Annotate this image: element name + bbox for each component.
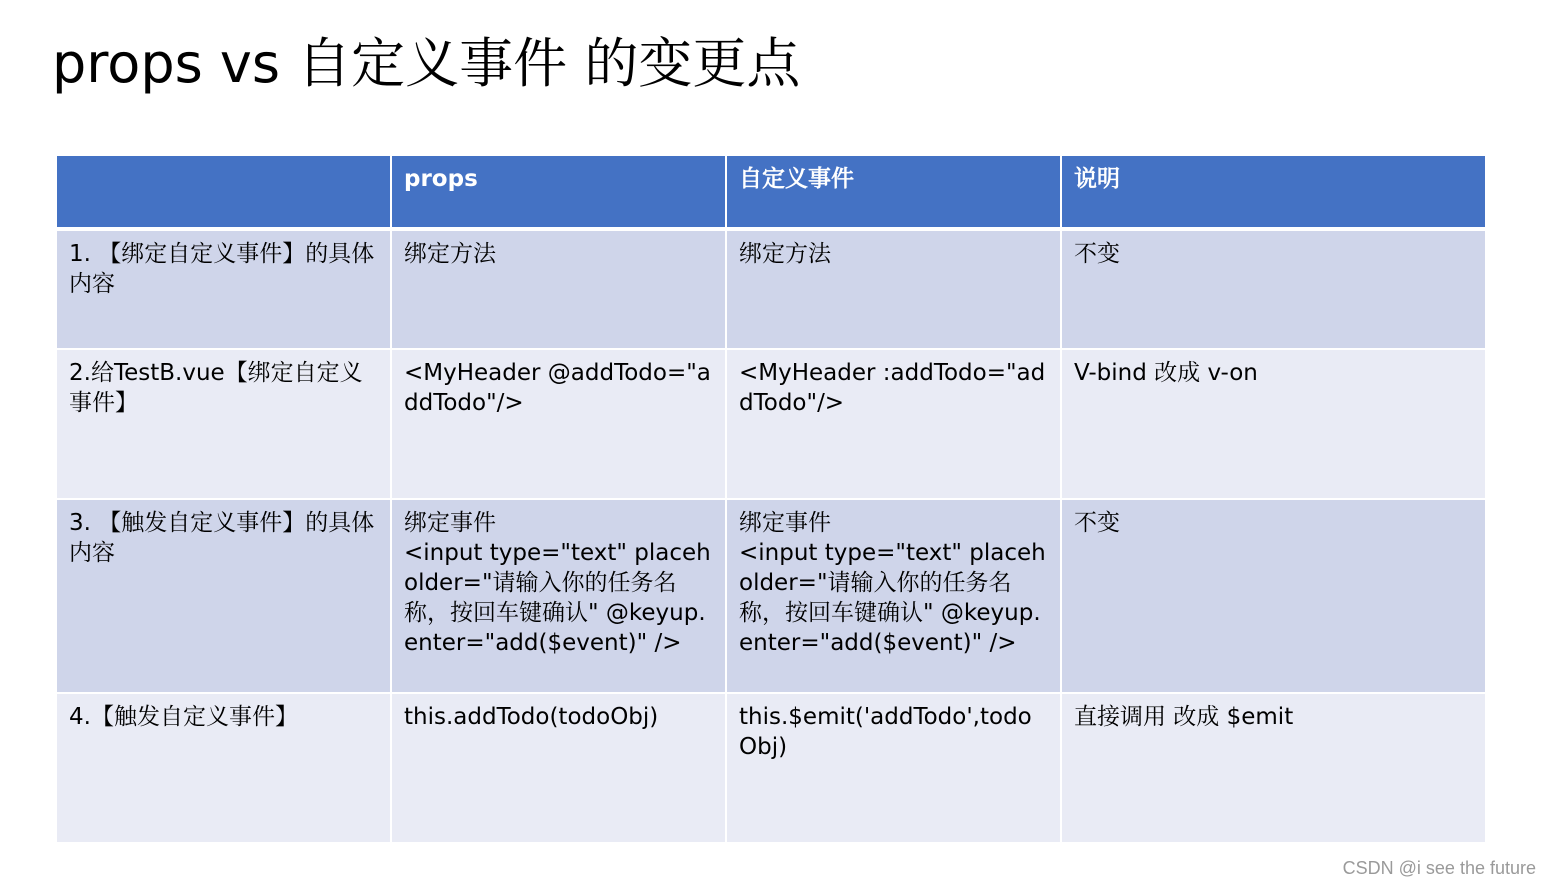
header-cell-props: props <box>391 155 726 229</box>
row-item-text: 1. 【绑定自定义事件】的具体内容 <box>69 241 375 297</box>
row-props-text: <MyHeader @addTodo="addTodo"/> <box>404 360 711 416</box>
table-row <box>56 499 1486 693</box>
row-custom-event-cell <box>726 693 1061 843</box>
row-props-text: this.addTodo(todoObj) <box>404 704 659 730</box>
row-props-code: <input type="text" placeholder="请输入你的任务名称，按回车键确认" @keyup.enter="add($event)" /> <box>404 540 711 656</box>
row-note-text: V-bind 改成 v-on <box>1074 360 1258 386</box>
row-item-cell <box>56 229 391 349</box>
table-header-row <box>56 155 1486 229</box>
row-item-cell <box>56 693 391 843</box>
row-custom-event-text: <MyHeader :addTodo="addTodo"/> <box>739 360 1046 416</box>
row-props-cell <box>391 229 726 349</box>
row-item-text: 2.给TestB.vue【绑定自定义事件】 <box>69 360 363 416</box>
header-cell-item <box>56 155 391 229</box>
row-custom-event-cell <box>726 229 1061 349</box>
row-props-cell <box>391 693 726 843</box>
row-item-text: 4.【触发自定义事件】 <box>69 704 298 730</box>
header-cell-note: 说明 <box>1061 155 1486 229</box>
row-custom-event-code: <input type="text" placeholder="请输入你的任务名称，按回车键确认" @keyup.enter="add($event)" /> <box>739 540 1046 656</box>
row-note-text: 不变 <box>1074 241 1120 267</box>
row-custom-event-cell <box>726 349 1061 499</box>
row-item-cell <box>56 499 391 693</box>
row-note-text: 不变 <box>1074 510 1120 536</box>
row-note-text: 直接调用 改成 $emit <box>1074 704 1294 730</box>
table-row <box>56 349 1486 499</box>
row-item-text: 3. 【触发自定义事件】的具体内容 <box>69 510 375 566</box>
row-props-cell <box>391 499 726 693</box>
row-custom-event-text: 绑定方法 <box>739 241 831 267</box>
table-row <box>56 229 1486 349</box>
comparison-table <box>55 154 1487 844</box>
row-note-cell <box>1061 693 1486 843</box>
row-custom-event-text: this.$emit('addTodo',todoObj) <box>739 704 1032 760</box>
row-item-cell <box>56 349 391 499</box>
row-props-text: 绑定方法 <box>404 241 496 267</box>
row-custom-event-title: 绑定事件 <box>739 510 831 536</box>
row-custom-event-cell <box>726 499 1061 693</box>
row-props-cell <box>391 349 726 499</box>
row-note-cell <box>1061 499 1486 693</box>
row-props-title: 绑定事件 <box>404 510 496 536</box>
row-note-cell <box>1061 229 1486 349</box>
table-row <box>56 693 1486 843</box>
row-note-cell <box>1061 349 1486 499</box>
slide-title: props vs 自定义事件 的变更点 <box>52 32 801 95</box>
watermark: CSDN @i see the future <box>1342 858 1536 878</box>
header-cell-custom-event: 自定义事件 <box>726 155 1061 229</box>
